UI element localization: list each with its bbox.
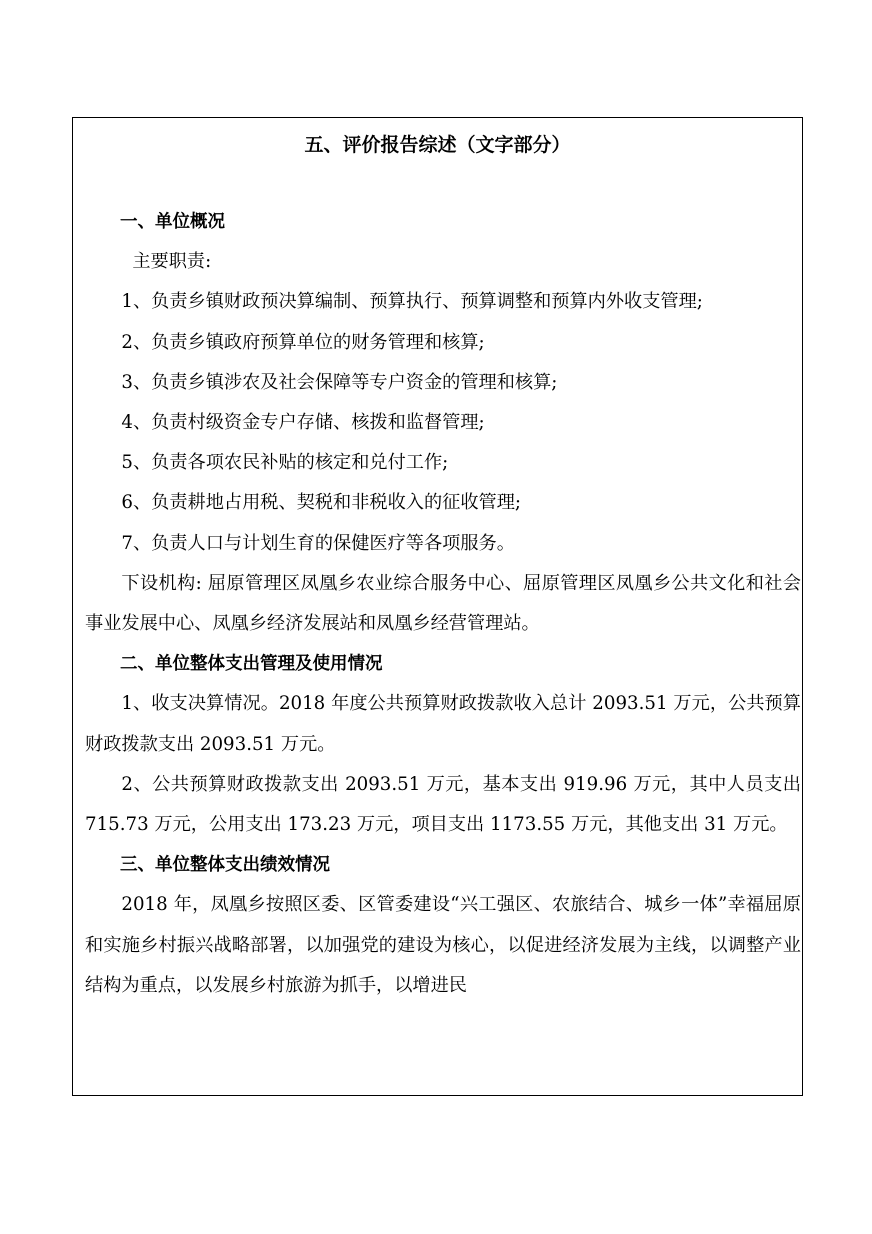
duty-item: 4、负责村级资金专户存储、核拨和监督管理; <box>121 412 485 434</box>
duty-item: 3、负责乡镇涉农及社会保障等专户资金的管理和核算; <box>121 371 558 393</box>
page-title: 五、评价报告综述（文字部分） <box>304 134 571 156</box>
duty-item: 2、负责乡镇政府预算单位的财务管理和核算; <box>121 331 485 353</box>
budget-final-accounts-paragraph: 1、收支决算情况。2018 年度公共预算财政拨款收入总计 2093.51 万元，公共预算财政拨款支出 2093.51 万元。 <box>85 693 801 755</box>
duty-item: 6、负责耕地占用税、契税和非税收入的征收管理; <box>121 492 522 514</box>
section-heading-unit-overview: 一、单位概况 <box>120 212 225 232</box>
duty-item: 1、负责乡镇财政预决算编制、预算执行、预算调整和预算内外收支管理; <box>121 291 703 313</box>
report-frame <box>72 117 803 1096</box>
performance-paragraph: 2018 年，凤凰乡按照区委、区管委建设“兴工强区、农旅结合、城乡一体”幸福屈原和实施乡村振兴战略部署，以加强党的建设为核心，以促进经济发展为主线，以调整产业结构为重点，以发展乡村旅游为抓手，以增进民 <box>85 894 801 996</box>
duty-item: 5、负责各项农民补贴的核定和兑付工作; <box>121 452 449 474</box>
expenditure-breakdown-paragraph: 2、公共预算财政拨款支出 2093.51 万元，基本支出 919.96 万元，其中人员支出 715.73 万元，公用支出 173.23 万元，项目支出 1173.55 万元，其他支出 31 万元。 <box>85 773 801 836</box>
section-heading-expenditure-management: 二、单位整体支出管理及使用情况 <box>120 654 383 675</box>
section-heading-performance: 三、单位整体支出绩效情况 <box>120 855 330 876</box>
report-body <box>85 202 801 1006</box>
duties-label: 主要职责: <box>132 251 212 273</box>
duty-item: 7、负责人口与计划生育的保健医疗等各项服务。 <box>121 532 515 554</box>
org-structure-paragraph: 下设机构: 屈原管理区凤凰乡农业综合服务中心、屈原管理区凤凰乡公共文化和社会事业发展中心、凤凰乡经济发展站和凤凰乡经营管理站。 <box>85 572 801 635</box>
